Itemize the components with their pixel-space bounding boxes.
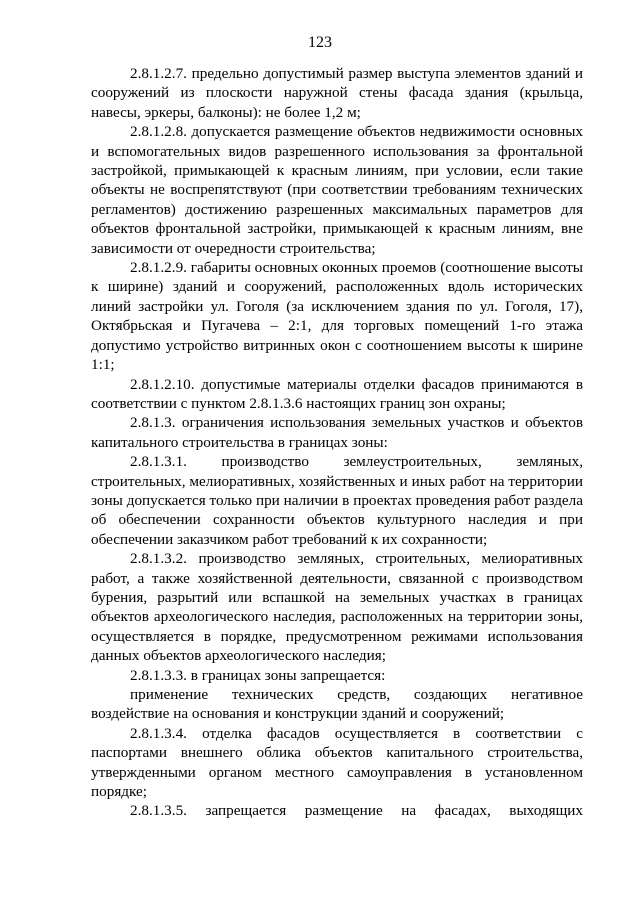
paragraph-2-8-1-3-2: 2.8.1.3.2. производство земляных, строительных, мелиоративных работ, а также хозяйственной деятельности, связанной с производством бурения, разрытий или вспашкой на земельных участках в границах объектов археологического наследия, расположенных на территории зоны, осуществляется в порядке, предусмотренном режимами использования данных объектов археологического наследия; [91,550,583,665]
paragraph-2-8-1-3-4: 2.8.1.3.4. отделка фасадов осуществляется в соответствии с паспортами внешнего облика объектов капитального строительства, утвержденными органом местного самоуправления в установленном порядке; [91,724,583,801]
paragraph-prohibition-item: применение технических средств, создающих негативное воздействие на основания и конструкции зданий и сооружений; [91,686,583,723]
paragraph-2-8-1-3: 2.8.1.3. ограничения использования земельных участков и объектов капитального строительства в границах зоны: [91,414,583,451]
document-body [91,64,583,821]
paragraph-2-8-1-2-10: 2.8.1.2.10. допустимые материалы отделки фасадов принимаются в соответствии с пунктом 2.8.1.3.6 настоящих границ зон охраны; [91,375,583,412]
paragraph-2-8-1-2-9: 2.8.1.2.9. габариты основных оконных проемов (соотношение высоты к ширине) зданий и сооружений, расположенных вдоль исторических линий застройки ул. Гоголя (за исключением здания по ул. Гоголя, 17), Октябрьская и Пугачева – 2:1, для торговых помещений 1-го этажа допустимо устройство витринных окон с соотношением высоты к ширине 1:1; [91,259,583,374]
paragraph-2-8-1-2-8: 2.8.1.2.8. допускается размещение объектов недвижимости основных и вспомогательных видов разрешенного использования за фронтальной застройкой, примыкающей к красным линиям, при условии, если такие объекты не воспрепятствуют (при соответствии требованиям технических регламентов) достижению разрешенных максимальных параметров для объектов фронтальной застройки, примыкающей к красным линиям, вне зависимости от очередности строительства; [91,123,583,257]
paragraph-2-8-1-3-5: 2.8.1.3.5. запрещается размещение на фасадах, выходящих [130,802,583,820]
page-number: 123 [308,34,332,51]
paragraph-2-8-1-3-3: 2.8.1.3.3. в границах зоны запрещается: [130,666,386,684]
paragraph-2-8-1-3-1: 2.8.1.3.1. производство землеустроительных, земляных, строительных, мелиоративных, хозяйственных и иных работ на территории зоны допускается только при наличии в проектах проведения работ раздела об обеспечении сохранности объектов культурного наследия и при обеспечении заказчиком работ требований к их сохранности; [91,453,583,548]
paragraph-2-8-1-2-7: 2.8.1.2.7. предельно допустимый размер выступа элементов зданий и сооружений из плоскости наружной стены фасада здания (крыльца, навесы, эркеры, балконы): не более 1,2 м; [91,65,583,121]
